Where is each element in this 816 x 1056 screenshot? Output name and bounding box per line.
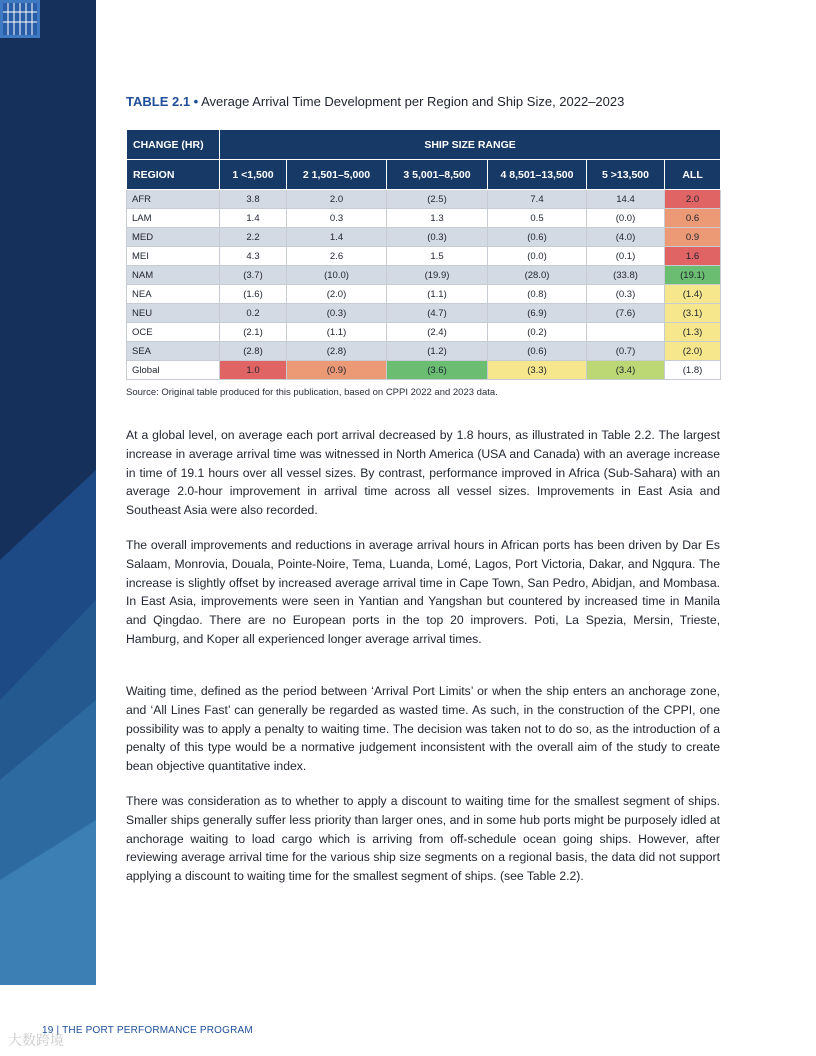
value-cell: 1.3 bbox=[387, 209, 488, 228]
value-cell: (3.3) bbox=[488, 361, 587, 380]
value-cell: (0.7) bbox=[587, 342, 665, 361]
value-cell: 1.0 bbox=[220, 361, 287, 380]
value-cell: (3.4) bbox=[587, 361, 665, 380]
value-cell: 0.5 bbox=[488, 209, 587, 228]
all-cell: (1.3) bbox=[665, 323, 721, 342]
value-cell: (4.0) bbox=[587, 228, 665, 247]
table-row bbox=[127, 209, 721, 228]
region-cell: Global bbox=[127, 361, 220, 380]
header-change-hr: CHANGE (HR) bbox=[127, 130, 220, 160]
value-cell: 2.2 bbox=[220, 228, 287, 247]
value-cell: (1.1) bbox=[387, 285, 488, 304]
region-cell: SEA bbox=[127, 342, 220, 361]
all-cell: (2.0) bbox=[665, 342, 721, 361]
region-cell: MEI bbox=[127, 247, 220, 266]
value-cell: (0.1) bbox=[587, 247, 665, 266]
table-row bbox=[127, 342, 721, 361]
value-cell: (2.1) bbox=[220, 323, 287, 342]
all-cell: 1.6 bbox=[665, 247, 721, 266]
table-row bbox=[127, 190, 721, 209]
header-size-1: 1 <1,500 bbox=[220, 160, 287, 190]
all-cell: 0.6 bbox=[665, 209, 721, 228]
all-cell: (19.1) bbox=[665, 266, 721, 285]
table-row bbox=[127, 266, 721, 285]
value-cell: (1.2) bbox=[387, 342, 488, 361]
table-row bbox=[127, 304, 721, 323]
header-row-1 bbox=[127, 130, 721, 160]
arrival-time-table bbox=[126, 129, 721, 380]
header-all: ALL bbox=[665, 160, 721, 190]
value-cell: (0.3) bbox=[587, 285, 665, 304]
table-row bbox=[127, 285, 721, 304]
all-cell: (3.1) bbox=[665, 304, 721, 323]
value-cell: 3.8 bbox=[220, 190, 287, 209]
value-cell: (0.8) bbox=[488, 285, 587, 304]
value-cell: (2.8) bbox=[220, 342, 287, 361]
value-cell: (0.3) bbox=[287, 304, 387, 323]
paragraph-1: At a global level, on average each port arrival decreased by 1.8 hours, as illustrated in Table 2.2. The largest increase in average arrival time was witnessed in North America (USA and Canada) with an average increase in time of 19.1 hours over all vessel sizes. By contrast, performance improved in Africa (Sub-Sahara) with an average 2.0-hour improvement in arrival time across all vessel sizes. Improvements in East Asia and Southeast Asia were also recorded. bbox=[126, 428, 720, 518]
header-ship-size-range: SHIP SIZE RANGE bbox=[220, 130, 721, 160]
region-cell: AFR bbox=[127, 190, 220, 209]
all-cell: (1.8) bbox=[665, 361, 721, 380]
value-cell: 1.4 bbox=[287, 228, 387, 247]
value-cell: 1.4 bbox=[220, 209, 287, 228]
value-cell: (2.5) bbox=[387, 190, 488, 209]
page-footer: 19 | THE PORT PERFORMANCE PROGRAM bbox=[42, 1025, 253, 1036]
value-cell: (2.8) bbox=[287, 342, 387, 361]
value-cell: (0.2) bbox=[488, 323, 587, 342]
value-cell: (0.0) bbox=[488, 247, 587, 266]
value-cell: (19.9) bbox=[387, 266, 488, 285]
value-cell: (0.9) bbox=[287, 361, 387, 380]
value-cell: (1.6) bbox=[220, 285, 287, 304]
value-cell: 2.0 bbox=[287, 190, 387, 209]
table-source-note: Source: Original table produced for this publication, based on CPPI 2022 and 2023 data. bbox=[126, 387, 498, 398]
header-size-3: 3 5,001–8,500 bbox=[387, 160, 488, 190]
value-cell: 0.3 bbox=[287, 209, 387, 228]
value-cell: 7.4 bbox=[488, 190, 587, 209]
value-cell: (33.8) bbox=[587, 266, 665, 285]
header-size-4: 4 8,501–13,500 bbox=[488, 160, 587, 190]
table-caption bbox=[126, 94, 624, 109]
paragraph-4: There was consideration as to whether to apply a discount to waiting time for the smallest segment of ships. Smaller ships generally suffer less priority than larger ones, and in some hub ports might be purposely idled at anchorage waiting to load cargo which is arriving from off-schedule ocean going ships. However, after reviewing average arrival time for the various ship size segments on a regional basis, the data did not support applying a discount to waiting time for the smallest segment of ships. (see Table 2.2). bbox=[126, 794, 720, 884]
value-cell: (6.9) bbox=[488, 304, 587, 323]
header-size-2: 2 1,501–5,000 bbox=[287, 160, 387, 190]
region-cell: MED bbox=[127, 228, 220, 247]
value-cell: (0.6) bbox=[488, 228, 587, 247]
value-cell: 2.6 bbox=[287, 247, 387, 266]
value-cell: 14.4 bbox=[587, 190, 665, 209]
value-cell: (0.0) bbox=[587, 209, 665, 228]
value-cell: (0.6) bbox=[488, 342, 587, 361]
value-cell: (2.4) bbox=[387, 323, 488, 342]
building-logo-icon bbox=[0, 0, 40, 38]
value-cell: (0.3) bbox=[387, 228, 488, 247]
value-cell: (3.6) bbox=[387, 361, 488, 380]
value-cell: 1.5 bbox=[387, 247, 488, 266]
value-cell: (7.6) bbox=[587, 304, 665, 323]
value-cell: 0.2 bbox=[220, 304, 287, 323]
value-cell: 4.3 bbox=[220, 247, 287, 266]
table-row bbox=[127, 361, 721, 380]
paragraph-3: Waiting time, defined as the period between ‘Arrival Port Limits’ or when the ship enters an anchorage zone, and ‘All Lines Fast’ can generally be regarded as wasted time. As such, in the construction of the CPPI, one possibility was to apply a penalty to waiting time. The decision was taken not to do so, as the introduction of a penalty of this type would be a normative judgement inconsistent with the overall aim of the study to create bean objective quantitative index. bbox=[126, 684, 720, 774]
table-label: TABLE 2.1 • bbox=[126, 94, 199, 109]
table-row bbox=[127, 228, 721, 247]
region-cell: NEA bbox=[127, 285, 220, 304]
sidebar-decoration bbox=[0, 0, 96, 985]
all-cell: 0.9 bbox=[665, 228, 721, 247]
table-title: Average Arrival Time Development per Region and Ship Size, 2022–2023 bbox=[198, 94, 625, 109]
region-cell: NAM bbox=[127, 266, 220, 285]
value-cell: (28.0) bbox=[488, 266, 587, 285]
value-cell: (2.0) bbox=[287, 285, 387, 304]
value-cell: (3.7) bbox=[220, 266, 287, 285]
watermark: 大数跨境 bbox=[8, 1032, 64, 1048]
header-region: REGION bbox=[127, 160, 220, 190]
all-cell: 2.0 bbox=[665, 190, 721, 209]
header-size-5: 5 >13,500 bbox=[587, 160, 665, 190]
value-cell: (10.0) bbox=[287, 266, 387, 285]
value-cell: (4.7) bbox=[387, 304, 488, 323]
all-cell: (1.4) bbox=[665, 285, 721, 304]
value-cell: (1.1) bbox=[287, 323, 387, 342]
region-cell: LAM bbox=[127, 209, 220, 228]
region-cell: OCE bbox=[127, 323, 220, 342]
table-row bbox=[127, 247, 721, 266]
header-row-2 bbox=[127, 160, 721, 190]
table-row bbox=[127, 323, 721, 342]
value-cell bbox=[587, 323, 665, 342]
sidebar-pattern bbox=[0, 0, 96, 985]
region-cell: NEU bbox=[127, 304, 220, 323]
paragraph-2: The overall improvements and reductions in average arrival hours in African ports has been driven by Dar Es Salaam, Monrovia, Douala, Pointe-Noire, Tema, Luanda, Lomé, Lagos, Port Victoria, Dakar, and Ngqura. The increase is slightly offset by increased average arrival time in Cape Town, San Pedro, Abidjan, and Mombasa. In East Asia, improvements were seen in Yantian and Yangshan but countered by increased time in Manila and Qingdao. There are no European ports in the top 20 improvers. Poti, La Spezia, Mersin, Trieste, Hamburg, and Koper all experienced longer average arrival times. bbox=[126, 538, 720, 646]
